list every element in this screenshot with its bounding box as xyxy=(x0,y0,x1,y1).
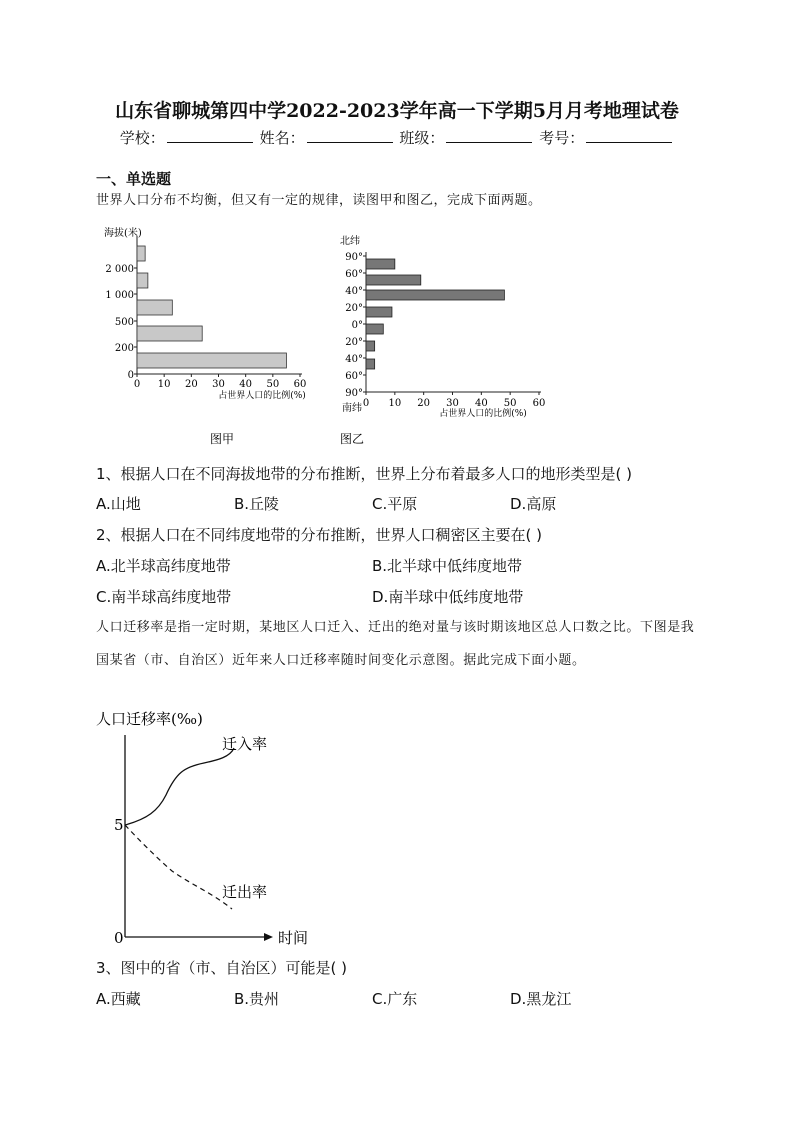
y-tick-label: 500 xyxy=(114,317,134,328)
q3-option-b[interactable]: B.贵州 xyxy=(234,990,280,1008)
bar xyxy=(137,300,172,315)
origin-label: 0 xyxy=(114,929,124,947)
y-tick-label: 60° xyxy=(345,269,363,280)
x-tick-label: 50 xyxy=(503,398,517,409)
bar xyxy=(366,307,392,317)
series-line-out xyxy=(125,825,232,909)
q1-option-a[interactable]: A.山地 xyxy=(96,495,141,513)
y-tick-label: 90° xyxy=(345,252,363,263)
number-blank[interactable] xyxy=(586,128,672,143)
x-tick-label: 20 xyxy=(417,398,431,409)
bar xyxy=(137,273,148,288)
y-axis-title-north: 北纬 xyxy=(340,236,360,247)
figure-caption: 图甲 xyxy=(209,432,235,446)
school-blank[interactable] xyxy=(167,128,253,143)
x-tick-label: 0 xyxy=(362,398,370,409)
x-axis-arrow xyxy=(264,933,273,941)
q3-option-d[interactable]: D.黑龙江 xyxy=(510,990,572,1008)
y-tick-label: 90° xyxy=(345,388,363,399)
intro-text-2: 人口迁移率是指一定时期，某地区人口迁入、迁出的绝对量与该时期该地区总人口数之比。下图是我国某省（市、自治区）近年来人口迁移率随时间变化示意图。据此完成下面小题。 xyxy=(96,620,695,668)
class-label: 班级： xyxy=(399,129,445,147)
q3-option-a[interactable]: A.西藏 xyxy=(96,990,141,1008)
series-label-in: 迁入率 xyxy=(222,735,268,753)
y-axis-title: 海拔(米) xyxy=(104,228,142,239)
x-tick-label: 30 xyxy=(446,398,459,409)
name-label: 姓名： xyxy=(259,129,305,147)
figure-migration xyxy=(92,705,332,950)
q1-option-b[interactable]: B.丘陵 xyxy=(234,495,280,513)
question-3: 3、图中的省（市、自治区）可能是( ) xyxy=(96,959,348,977)
bar xyxy=(366,341,375,351)
x-tick-label: 20 xyxy=(184,379,198,390)
x-tick-label: 60 xyxy=(293,379,307,390)
student-info-line xyxy=(0,127,794,148)
series-line-in xyxy=(125,748,234,825)
x-axis-title: 占世界人口的比例(%) xyxy=(439,409,527,419)
x-axis-title: 占世界人口的比例(%) xyxy=(218,391,306,401)
bar xyxy=(366,275,421,285)
figure-jia xyxy=(100,222,330,454)
intro-text-1: 世界人口分布不均衡，但又有一定的规律，读图甲和图乙，完成下面两题。 xyxy=(96,193,542,208)
bar xyxy=(366,259,395,269)
x-tick-label: 10 xyxy=(388,398,402,409)
q3-option-c[interactable]: C.广东 xyxy=(372,990,418,1008)
y-tick-label: 2 000 xyxy=(105,264,134,275)
y-tick-label: 200 xyxy=(114,343,134,354)
series-label-out: 迁出率 xyxy=(222,883,268,901)
question-2: 2、根据人口在不同纬度地带的分布推断，世界人口稠密区主要在( ) xyxy=(96,526,543,544)
number-label: 考号： xyxy=(539,129,585,147)
x-tick-label: 50 xyxy=(266,379,280,390)
question-1: 1、根据人口在不同海拔地带的分布推断，世界上分布着最多人口的地形类型是( ) xyxy=(96,465,633,483)
q2-option-d[interactable]: D.南半球中低纬度地带 xyxy=(372,588,524,606)
q2-option-a[interactable]: A.北半球高纬度地带 xyxy=(96,557,231,575)
figure-yi xyxy=(330,230,570,454)
x-tick-label: 30 xyxy=(212,379,225,390)
bar xyxy=(137,353,286,368)
figure-caption: 图乙 xyxy=(339,432,365,446)
bar xyxy=(137,246,145,261)
x-tick-label: 60 xyxy=(532,398,546,409)
y-tick-label: 20° xyxy=(345,303,363,314)
x-tick-label: 40 xyxy=(474,398,488,409)
x-tick-label: 10 xyxy=(157,379,171,390)
y-tick-label: 40° xyxy=(345,354,363,365)
y-axis-title-south: 南纬 xyxy=(342,403,362,414)
y-start-label: 5 xyxy=(114,816,124,834)
y-tick-label: 40° xyxy=(345,286,363,297)
y-tick-label: 1 000 xyxy=(105,290,134,301)
x-tick-label: 0 xyxy=(133,379,141,390)
bar xyxy=(137,326,202,341)
q1-option-d[interactable]: D.高原 xyxy=(510,495,557,513)
y-tick-label: 0° xyxy=(351,320,363,331)
school-label: 学校： xyxy=(119,129,165,147)
page-title: 山东省聊城第四中学2022-2023学年高一下学期5月月考地理试卷 xyxy=(115,100,679,122)
y-tick-label: 60° xyxy=(345,371,363,382)
q2-option-b[interactable]: B.北半球中低纬度地带 xyxy=(372,557,523,575)
section-heading: 一、单选题 xyxy=(96,170,172,188)
class-blank[interactable] xyxy=(446,128,532,143)
q2-option-c[interactable]: C.南半球高纬度地带 xyxy=(96,588,232,606)
x-tick-label: 40 xyxy=(239,379,253,390)
bar xyxy=(366,290,504,300)
x-axis-title: 时间 xyxy=(278,929,309,947)
bar xyxy=(366,359,375,369)
name-blank[interactable] xyxy=(307,128,393,143)
y-axis-title: 人口迁移率(‰) xyxy=(96,710,203,728)
y-tick-label: 20° xyxy=(345,337,363,348)
q1-option-c[interactable]: C.平原 xyxy=(372,495,418,513)
y-tick-label: 0 xyxy=(127,370,134,381)
bar xyxy=(366,324,383,334)
